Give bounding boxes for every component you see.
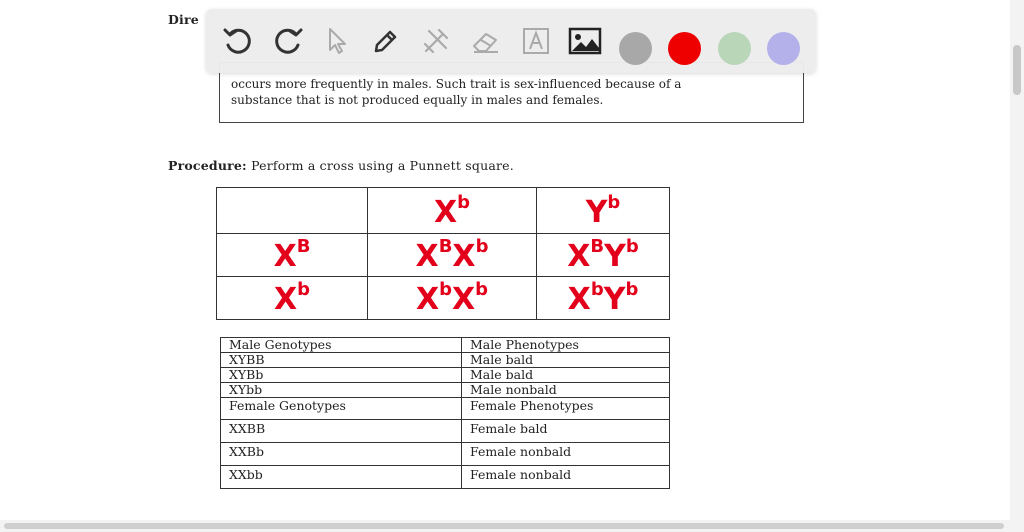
color-swatch-purple[interactable] xyxy=(767,32,800,65)
text-icon xyxy=(521,26,551,56)
color-swatch-red[interactable] xyxy=(668,32,701,65)
redo-icon xyxy=(271,24,305,58)
pointer-icon xyxy=(322,26,352,56)
eraser-tool[interactable] xyxy=(468,23,504,59)
procedure xyxy=(168,158,514,173)
eraser-icon xyxy=(470,26,502,56)
punnett-header-x: $X^b$ xyxy=(368,188,537,234)
undo-icon xyxy=(221,24,255,58)
punnett-row-label: $X^b$ xyxy=(217,277,368,320)
pen-tool[interactable] xyxy=(368,23,404,59)
directions-label: Dire xyxy=(168,12,199,27)
redo-button[interactable] xyxy=(270,23,306,59)
annotation-toolbar xyxy=(206,9,816,73)
table-row: XYBB Male bald xyxy=(221,353,670,368)
punnett-cell: $X^BY^b$ xyxy=(537,234,670,277)
table-row: Female Genotypes Female Phenotypes xyxy=(221,398,670,420)
table-row: Male Genotypes Male Phenotypes xyxy=(221,338,670,353)
table-row: XXbb Female nonbald xyxy=(221,466,670,489)
punnett-corner xyxy=(217,188,368,234)
genotype-phenotype-table xyxy=(220,337,670,489)
color-swatch-gray[interactable] xyxy=(619,32,652,65)
punnett-cell: $X^BX^b$ xyxy=(368,234,537,277)
punnett-square xyxy=(216,187,670,319)
tools-icon xyxy=(421,26,451,56)
image-icon xyxy=(568,26,602,56)
horizontal-scrollbar[interactable] xyxy=(0,520,1024,532)
tools-button[interactable] xyxy=(418,23,454,59)
punnett-cell: $X^bX^b$ xyxy=(368,277,537,320)
pen-icon xyxy=(371,26,401,56)
procedure-text: Perform a cross using a Punnett square. xyxy=(251,158,514,173)
pointer-tool[interactable] xyxy=(319,23,355,59)
directions-line-2: substance that is not produced equally in males and females. xyxy=(231,93,604,107)
vertical-scrollbar[interactable] xyxy=(1010,0,1024,520)
punnett-row-label: $X^B$ xyxy=(217,234,368,277)
table-row: XYbb Male nonbald xyxy=(221,383,670,398)
table-row: XYBb Male bald xyxy=(221,368,670,383)
punnett-cell: $X^bY^b$ xyxy=(537,277,670,320)
horizontal-scroll-thumb[interactable] xyxy=(4,523,1004,529)
undo-button[interactable] xyxy=(220,23,256,59)
table-row: XXBb Female nonbald xyxy=(221,443,670,466)
procedure-label: Procedure: xyxy=(168,158,247,173)
text-tool[interactable] xyxy=(518,23,554,59)
vertical-scroll-thumb[interactable] xyxy=(1013,45,1021,95)
table-row: XXBB Female bald xyxy=(221,420,670,443)
color-swatch-green[interactable] xyxy=(718,32,751,65)
directions-line-1: occurs more frequently in males. Such trait is sex-influenced because of a xyxy=(231,77,682,91)
image-tool[interactable] xyxy=(567,23,603,59)
punnett-header-y: $Y^b$ xyxy=(537,188,670,234)
